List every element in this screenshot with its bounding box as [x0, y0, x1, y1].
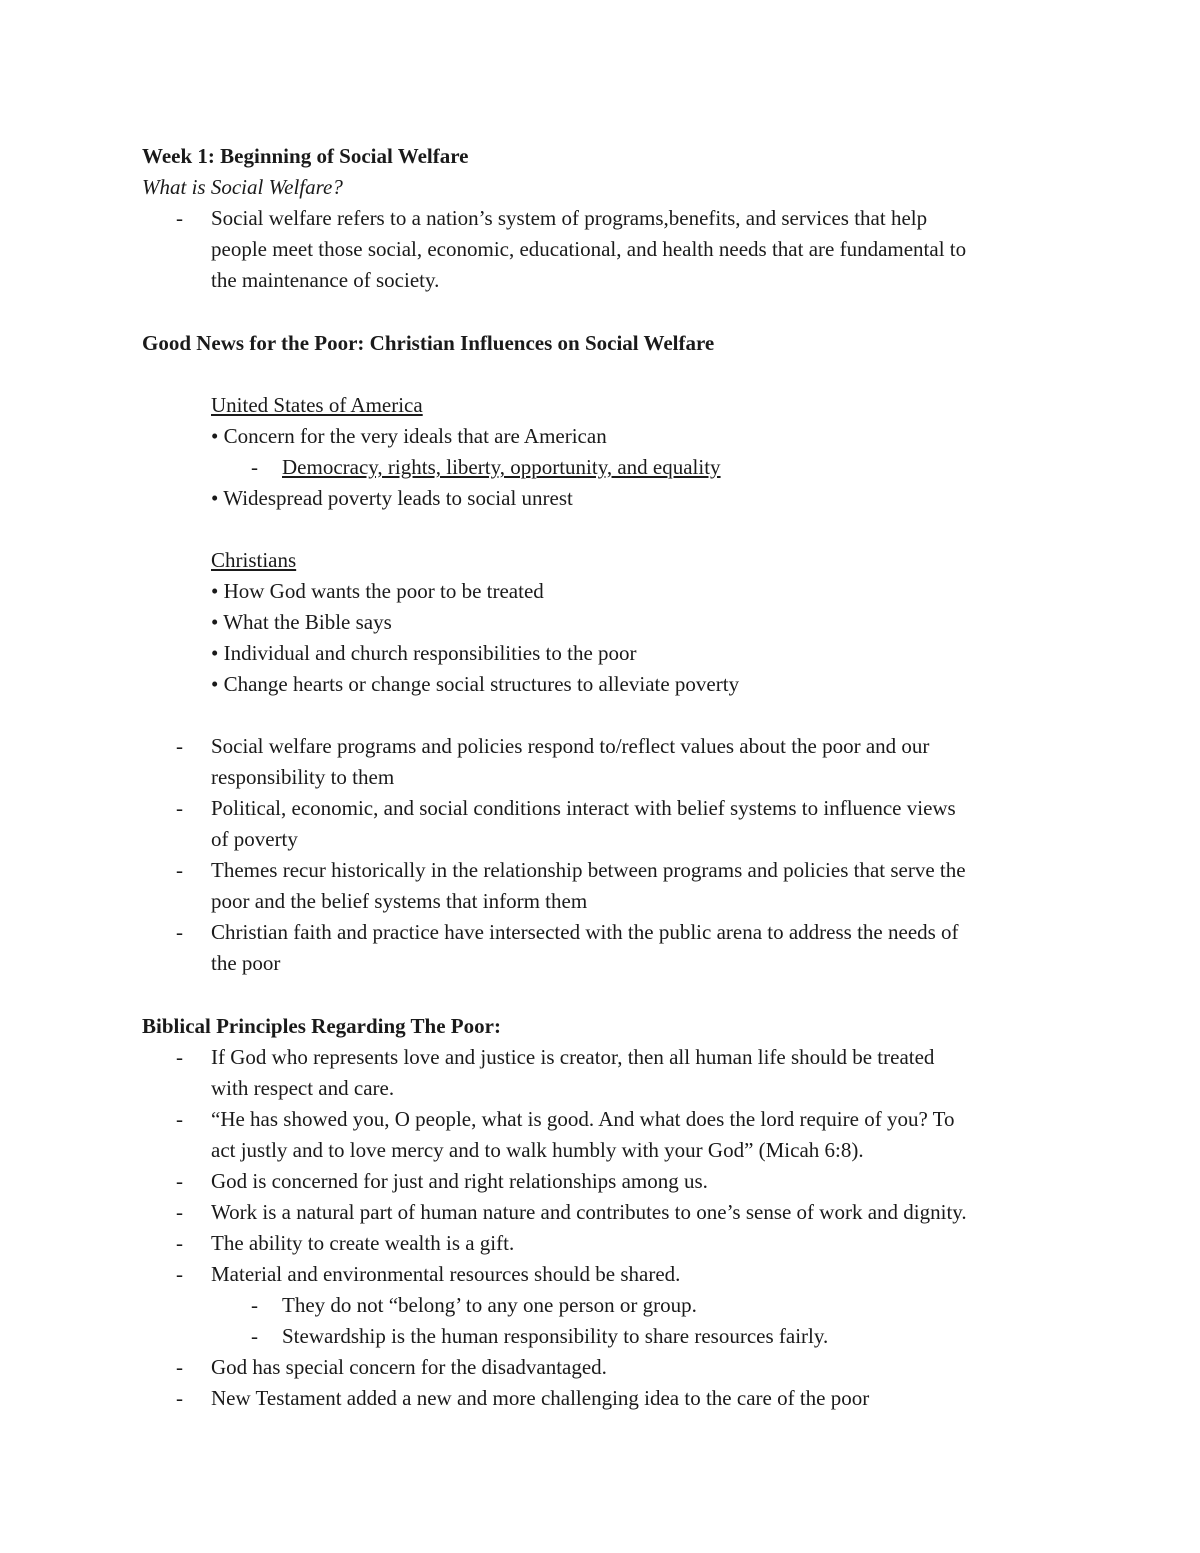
principle-line: New Testament added a new and more challenging idea to the care of the poor: [211, 1386, 870, 1410]
principle-line: If God who represents love and justice is creator, then all human life should be treated: [211, 1045, 935, 1069]
principle-sub-line: They do not “belong’ to any one person or group.: [282, 1293, 697, 1317]
dash-marker: -: [176, 1169, 183, 1193]
dash-marker: -: [176, 206, 183, 230]
point-line: Political, economic, and social conditions interact with belief systems to influence views: [211, 796, 956, 820]
principle-line: act justly and to love mercy and to walk humbly with your God” (Micah 6:8).: [211, 1138, 864, 1162]
point-line: poor and the belief systems that inform them: [211, 889, 588, 913]
dash-marker: -: [176, 734, 183, 758]
definition-line: Social welfare refers to a nation’s system of programs,benefits, and services that help: [211, 206, 928, 230]
point-line: of poverty: [211, 827, 298, 851]
dash-marker: -: [176, 1231, 183, 1255]
usa-bullet: • Concern for the very ideals that are American: [211, 424, 607, 448]
welfare-question: What is Social Welfare?: [142, 175, 343, 199]
dash-marker: -: [176, 796, 183, 820]
principle-line: God is concerned for just and right relationships among us.: [211, 1169, 708, 1193]
principle-line: God has special concern for the disadvantaged.: [211, 1355, 607, 1379]
dash-marker: -: [176, 1262, 183, 1286]
point-line: Social welfare programs and policies respond to/reflect values about the poor and our: [211, 734, 930, 758]
dash-marker: -: [176, 1386, 183, 1410]
dash-marker: -: [176, 858, 183, 882]
dash-marker: -: [176, 1200, 183, 1224]
dash-marker: -: [251, 455, 258, 479]
point-line: Themes recur historically in the relationship between programs and policies that serve the: [211, 858, 966, 882]
usa-title: United States of America: [211, 393, 423, 417]
biblical-heading: Biblical Principles Regarding The Poor:: [142, 1014, 501, 1038]
dash-marker: -: [176, 1045, 183, 1069]
dash-marker: -: [176, 1107, 183, 1131]
dash-marker: -: [176, 1355, 183, 1379]
christians-bullet: • How God wants the poor to be treated: [211, 579, 544, 603]
point-line: the poor: [211, 951, 281, 975]
principle-line: Material and environmental resources should be shared.: [211, 1262, 681, 1286]
usa-sub-bullet: Democracy, rights, liberty, opportunity, and equality: [282, 455, 721, 479]
usa-bullet: • Widespread poverty leads to social unrest: [211, 486, 573, 510]
week-heading: Week 1: Beginning of Social Welfare: [142, 144, 469, 168]
principle-line: Work is a natural part of human nature and contributes to one’s sense of work and dignity.: [211, 1200, 967, 1224]
principle-line: with respect and care.: [211, 1076, 395, 1100]
principle-line: The ability to create wealth is a gift.: [211, 1231, 515, 1255]
definition-line: people meet those social, economic, educational, and health needs that are fundamental to: [211, 237, 967, 261]
point-line: Christian faith and practice have intersected with the public arena to address the needs of: [211, 920, 959, 944]
principle-sub-line: Stewardship is the human responsibility to share resources fairly.: [282, 1324, 829, 1348]
dash-marker: -: [251, 1324, 258, 1348]
christians-bullet: • Individual and church responsibilities to the poor: [211, 641, 637, 665]
christians-bullet: • Change hearts or change social structures to alleviate poverty: [211, 672, 740, 696]
good-news-heading: Good News for the Poor: Christian Influences on Social Welfare: [142, 331, 715, 355]
definition-line: the maintenance of society.: [211, 268, 440, 292]
point-line: responsibility to them: [211, 765, 395, 789]
principle-line: “He has showed you, O people, what is good. And what does the lord require of you? To: [211, 1107, 955, 1131]
dash-marker: -: [176, 920, 183, 944]
christians-title: Christians: [211, 548, 297, 572]
dash-marker: -: [251, 1293, 258, 1317]
christians-bullet: • What the Bible says: [211, 610, 392, 634]
